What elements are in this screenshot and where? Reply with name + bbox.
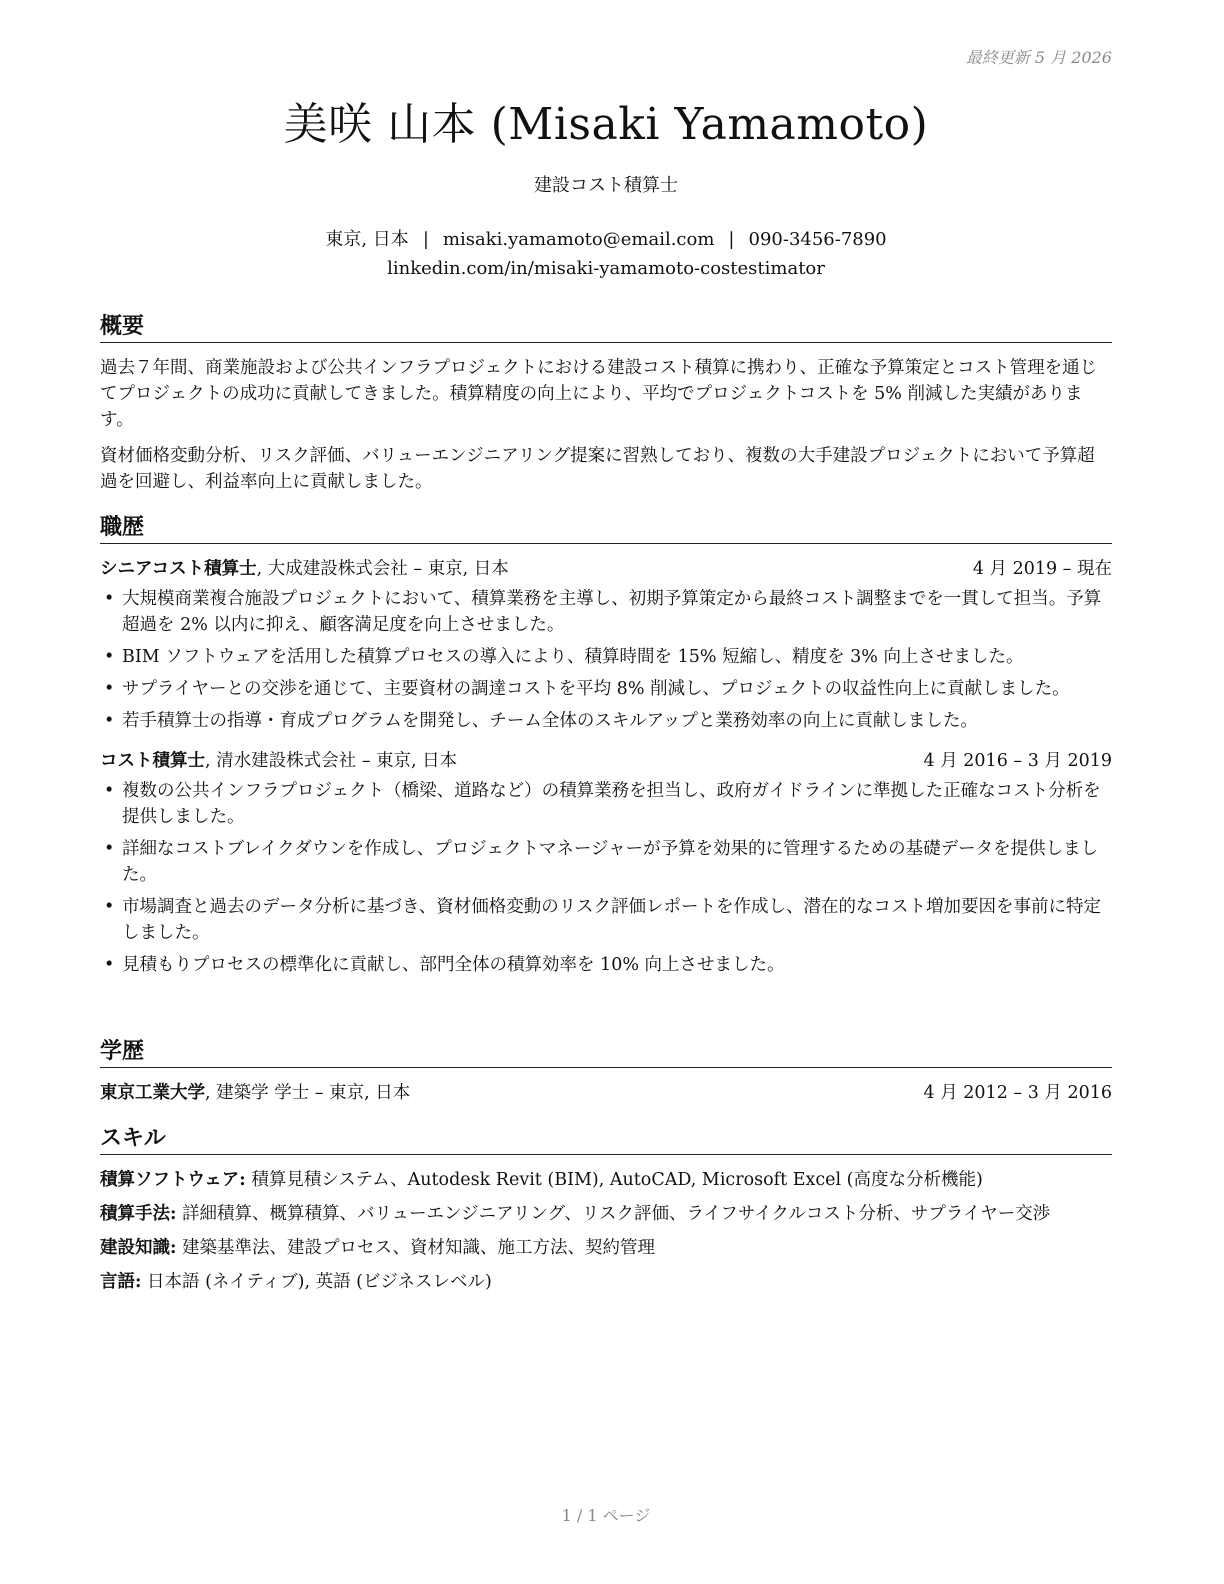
job-entry xyxy=(100,748,1112,978)
bullet-text: 若手積算士の指導・育成プログラムを開発し、チーム全体のスキルアップと業務効率の向上に貢献しました。 xyxy=(122,711,978,731)
contact-location: 東京, 日本 xyxy=(325,229,409,250)
bullet-icon: • xyxy=(104,781,115,801)
list-item xyxy=(100,836,1112,888)
last-updated: 最終更新 5 月 2026 xyxy=(965,48,1112,67)
skills-section xyxy=(100,1121,1112,1303)
job-bullets xyxy=(100,586,1112,734)
skill-label: 積算ソフトウェア: xyxy=(100,1170,246,1190)
job-entry xyxy=(100,556,1112,734)
education-detail: , 建築学 学士 – 東京, 日本 xyxy=(205,1083,411,1103)
job-company: , 清水建設株式会社 – 東京, 日本 xyxy=(205,751,458,771)
education-school: 東京工業大学 xyxy=(100,1083,205,1103)
skill-label: 積算手法: xyxy=(100,1204,177,1224)
bullet-icon: • xyxy=(104,589,115,609)
bullet-icon: • xyxy=(104,711,115,731)
contact-linkedin[interactable]: linkedin.com/in/misaki-yamamoto-costestimator xyxy=(387,258,825,279)
contact-line xyxy=(100,225,1112,251)
contact-separator: | xyxy=(422,229,429,250)
list-item xyxy=(100,952,1112,978)
list-item xyxy=(100,778,1112,830)
bullet-text: 市場調査と過去のデータ分析に基づき、資材価格変動のリスク評価レポートを作成し、潜在的なコスト増加要因を事前に特定しました。 xyxy=(122,897,1101,943)
skill-value: 積算見積システム、Autodesk Revit (BIM), AutoCAD, Microsoft Excel (高度な分析機能) xyxy=(245,1170,983,1190)
summary-paragraph: 過去７年間、商業施設および公共インフラプロジェクトにおける建設コスト積算に携わり、正確な予算策定とコスト管理を通じてプロジェクトの成功に貢献してきました。積算精度の向上により、平均でプロジェクトコストを 5% 削減した実績があります。 xyxy=(100,358,1098,430)
list-item xyxy=(100,644,1112,670)
page-indicator: 1 / 1 ページ xyxy=(561,1506,651,1525)
list-item xyxy=(100,676,1112,702)
education-entry xyxy=(100,1080,1112,1106)
candidate-title: 建設コスト積算士 xyxy=(534,175,678,196)
contact-phone: 090-3456-7890 xyxy=(748,229,887,250)
list-item xyxy=(100,894,1112,946)
contact-email[interactable]: misaki.yamamoto@email.com xyxy=(442,229,715,250)
job-bullets xyxy=(100,778,1112,978)
section-heading-skills: スキル xyxy=(100,1121,1112,1155)
bullet-text: BIM ソフトウェアを活用した積算プロセスの導入により、積算時間を 15% 短縮し、精度を 3% 向上させました。 xyxy=(122,647,1024,667)
bullet-text: サプライヤーとの交渉を通じて、主要資材の調達コストを平均 8% 削減し、プロジェクトの収益性向上に貢献しました。 xyxy=(122,679,1070,699)
candidate-name: 美咲 山本 (Misaki Yamamoto) xyxy=(283,99,929,150)
education-section xyxy=(100,1034,1112,1106)
summary-paragraph: 資材価格変動分析、リスク評価、バリューエンジニアリング提案に習熟しており、複数の大手建設プロジェクトにおいて予算超過を回避し、利益率向上に貢献しました。 xyxy=(100,446,1095,492)
job-header xyxy=(100,748,1112,774)
bullet-icon: • xyxy=(104,647,115,667)
bullet-text: 大規模商業複合施設プロジェクトにおいて、積算業務を主導し、初期予算策定から最終コスト調整までを一貫して担当。予算超過を 2% 以内に抑え、顧客満足度を向上させました。 xyxy=(122,589,1102,635)
job-header xyxy=(100,556,1112,582)
skill-line xyxy=(100,1167,1112,1193)
bullet-text: 複数の公共インフラプロジェクト（橋梁、道路など）の積算業務を担当し、政府ガイドラインに準拠した正確なコスト分析を提供しました。 xyxy=(122,781,1101,827)
bullet-icon: • xyxy=(104,679,115,699)
job-role: シニアコスト積算士 xyxy=(100,559,257,579)
section-heading-experience: 職歴 xyxy=(100,510,1112,544)
education-dates: 4 月 2012 – 3 月 2016 xyxy=(923,1083,1112,1103)
bullet-text: 見積もりプロセスの標準化に貢献し、部門全体の積算効率を 10% 向上させました。 xyxy=(122,955,785,975)
skill-label: 言語: xyxy=(100,1272,142,1292)
section-heading-education: 学歴 xyxy=(100,1034,1112,1068)
job-dates: 4 月 2019 – 現在 xyxy=(972,559,1112,579)
contact-separator: | xyxy=(728,229,735,250)
bullet-icon: • xyxy=(104,955,115,975)
summary-section xyxy=(100,309,1112,505)
bullet-icon: • xyxy=(104,839,115,859)
bullet-text: 詳細なコストブレイクダウンを作成し、プロジェクトマネージャーが予算を効果的に管理するための基礎データを提供しました。 xyxy=(122,839,1099,885)
skill-value: 建築基準法、建設プロセス、資材知識、施工方法、契約管理 xyxy=(176,1238,656,1258)
skill-line xyxy=(100,1269,1112,1295)
job-dates: 4 月 2016 – 3 月 2019 xyxy=(923,751,1112,771)
skill-line xyxy=(100,1201,1112,1227)
job-role: コスト積算士 xyxy=(100,751,205,771)
skill-value: 日本語 (ネイティブ), 英語 (ビジネスレベル) xyxy=(141,1272,492,1292)
job-company: , 大成建設株式会社 – 東京, 日本 xyxy=(256,559,509,579)
skill-label: 建設知識: xyxy=(100,1238,177,1258)
bullet-icon: • xyxy=(104,897,115,917)
list-item xyxy=(100,586,1112,638)
skill-line xyxy=(100,1235,1112,1261)
section-heading-summary: 概要 xyxy=(100,309,1112,343)
experience-section xyxy=(100,510,1112,984)
list-item xyxy=(100,708,1112,734)
skill-value: 詳細積算、概算積算、バリューエンジニアリング、リスク評価、ライフサイクルコスト分析、サプライヤー交渉 xyxy=(176,1204,1051,1224)
resume-page xyxy=(100,0,1112,1584)
